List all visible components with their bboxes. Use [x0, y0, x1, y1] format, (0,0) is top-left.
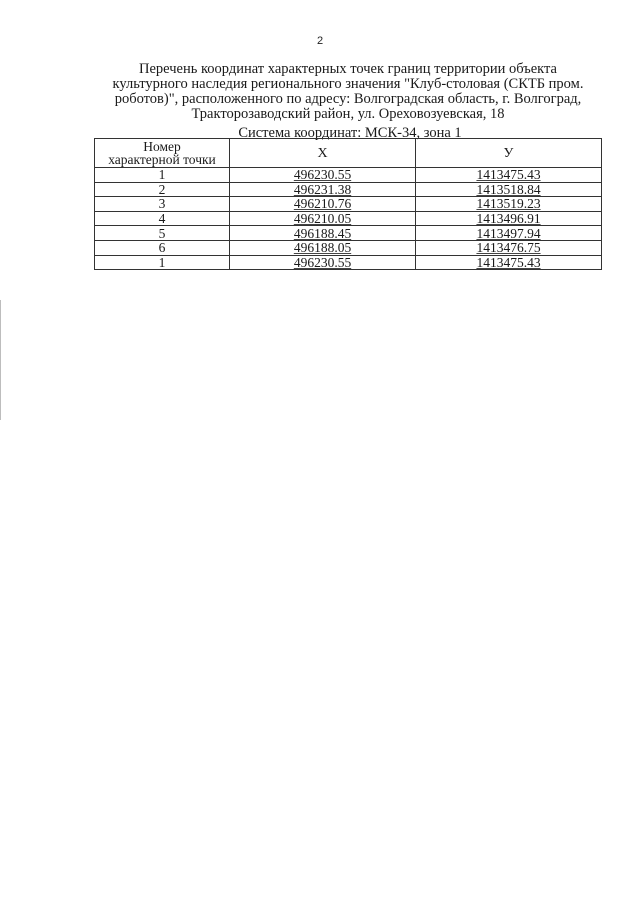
table-row: [95, 197, 602, 212]
cell-y: 1413475.43: [416, 168, 602, 183]
cell-x: 496210.76: [230, 197, 416, 212]
title-line-3: роботов)", расположенного по адресу: Волгоградская область, г. Волгоград,: [114, 91, 582, 107]
cell-point: 2: [95, 182, 230, 197]
cell-point: 6: [95, 240, 230, 255]
table-header-row: [95, 139, 602, 168]
cell-x: 496210.05: [230, 211, 416, 226]
table-row: [95, 255, 602, 270]
cell-point: 1: [95, 255, 230, 270]
cell-x: 496231.38: [230, 182, 416, 197]
header-point-number: [95, 139, 230, 168]
title-line-2: культурного наследия регионального значения "Клуб-столовая (СКТБ пром.: [112, 76, 584, 92]
table-row: [95, 168, 602, 183]
cell-y: 1413476.75: [416, 240, 602, 255]
header-y: У: [416, 139, 602, 168]
cell-point: 1: [95, 168, 230, 183]
title-line-1: Перечень координат характерных точек границ территории объекта: [139, 61, 557, 77]
document-title: [92, 62, 604, 122]
table-row: [95, 240, 602, 255]
header-x: X: [230, 139, 416, 168]
cell-y: 1413518.84: [416, 182, 602, 197]
cell-y: 1413519.23: [416, 197, 602, 212]
cell-point: 4: [95, 211, 230, 226]
coordinates-table: [94, 138, 602, 270]
cell-point: 5: [95, 226, 230, 241]
header-point-line-1: Номер: [143, 139, 181, 154]
cell-x: 496230.55: [230, 255, 416, 270]
coordinate-system-caption: Система координат: МСК-34, зона 1: [238, 125, 462, 141]
cell-y: 1413496.91: [416, 211, 602, 226]
cell-y: 1413475.43: [416, 255, 602, 270]
header-point-line-2: характерной точки: [108, 152, 216, 167]
page-number: 2: [316, 35, 324, 47]
cell-x: 496188.45: [230, 226, 416, 241]
cell-point: 3: [95, 197, 230, 212]
title-line-4: Тракторозаводский район, ул. Ореховозуевская, 18: [191, 106, 505, 122]
cell-x: 496188.05: [230, 240, 416, 255]
cell-x: 496230.55: [230, 168, 416, 183]
scan-edge-mark: [0, 300, 1, 420]
table-row: [95, 182, 602, 197]
cell-y: 1413497.94: [416, 226, 602, 241]
table-row: [95, 211, 602, 226]
table-row: [95, 226, 602, 241]
